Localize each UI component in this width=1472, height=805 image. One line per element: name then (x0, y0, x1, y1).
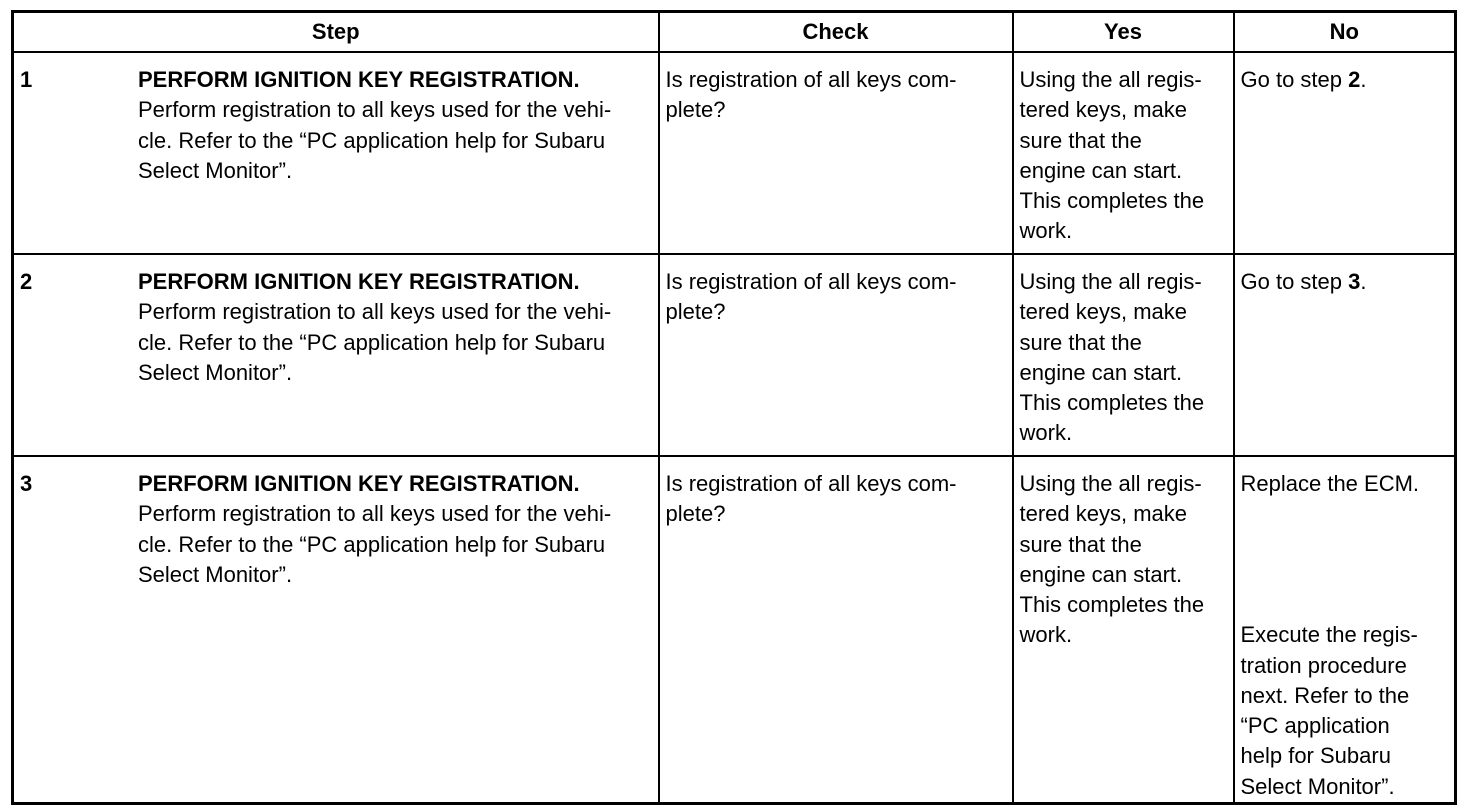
no-extra-line: help for Subaru (1240, 743, 1391, 769)
yes-text-line: engine can start. (1019, 359, 1183, 385)
yes-text-line: work. (1019, 420, 1073, 446)
no-step-link[interactable]: 3 (1348, 269, 1361, 294)
check-cell (659, 456, 1013, 804)
no-extra-line: next. Refer to the (1240, 682, 1410, 708)
step-description-line: Perform registration to all keys used for the vehi- (138, 97, 612, 123)
step-body (138, 469, 652, 590)
step-description-line: Select Monitor”. (138, 157, 293, 183)
table-row (13, 456, 1456, 804)
no-extra-line: Execute the regis- (1240, 622, 1418, 648)
no-cell (1234, 52, 1456, 254)
step-body (138, 65, 652, 186)
step-body (138, 267, 652, 388)
step-number: 1 (20, 67, 33, 92)
yes-text-line: work. (1019, 218, 1073, 244)
yes-text-line: tered keys, make (1019, 97, 1188, 123)
no-cell (1234, 456, 1456, 804)
yes-text-line: engine can start. (1019, 157, 1183, 183)
yes-text-line: Using the all regis- (1019, 471, 1202, 496)
check-text-line: plete? (665, 299, 726, 325)
yes-text-line: tered keys, make (1019, 501, 1188, 527)
yes-text-line: Using the all regis- (1019, 67, 1202, 92)
yes-cell (1013, 254, 1234, 456)
no-extra-line: tration procedure (1240, 652, 1407, 678)
no-extra-instructions (1241, 620, 1449, 802)
table-row (13, 52, 1456, 254)
yes-text-line: This completes the (1019, 592, 1205, 618)
no-extra-line: Select Monitor”. (1240, 773, 1395, 799)
yes-text-line: tered keys, make (1019, 299, 1188, 325)
yes-text-line: Using the all regis- (1019, 269, 1202, 294)
no-suffix: . (1360, 269, 1367, 294)
yes-cell (1013, 52, 1234, 254)
yes-text-line: work. (1019, 622, 1073, 648)
yes-text-line: This completes the (1019, 390, 1205, 416)
step-description-line: Perform registration to all keys used for the vehi- (138, 501, 612, 527)
step-description-line: Select Monitor”. (138, 561, 293, 587)
no-prefix: Go to step (1240, 67, 1349, 92)
step-description-line: Select Monitor”. (138, 359, 293, 385)
check-text-line: Is registration of all keys com- (665, 67, 957, 92)
no-text (1241, 267, 1449, 297)
no-prefix: Go to step (1240, 269, 1349, 294)
check-text-line: Is registration of all keys com- (665, 471, 957, 496)
no-text (1241, 65, 1449, 95)
table-header-row (13, 12, 1456, 53)
step-title: PERFORM IGNITION KEY REGISTRATION. (138, 269, 580, 294)
check-text-line: plete? (665, 501, 726, 527)
no-cell (1234, 254, 1456, 456)
yes-text-line: This completes the (1019, 188, 1205, 214)
step-number: 2 (20, 269, 33, 294)
yes-text-line: sure that the (1019, 127, 1142, 153)
step-description-line: cle. Refer to the “PC application help for Subaru (138, 127, 606, 153)
step-cell (13, 456, 659, 804)
header-yes: Yes (1013, 12, 1234, 53)
yes-text-line: sure that the (1019, 531, 1142, 557)
step-description-line: cle. Refer to the “PC application help for Subaru (138, 329, 606, 355)
check-text-line: plete? (665, 97, 726, 123)
step-title: PERFORM IGNITION KEY REGISTRATION. (138, 471, 580, 496)
step-cell (13, 254, 659, 456)
step-number: 3 (20, 471, 33, 496)
step-description-line: Perform registration to all keys used for the vehi- (138, 299, 612, 325)
header-step: Step (13, 12, 659, 53)
diagnostic-procedure-table (11, 10, 1457, 805)
step-title: PERFORM IGNITION KEY REGISTRATION. (138, 67, 580, 92)
no-suffix: . (1360, 67, 1367, 92)
check-cell (659, 254, 1013, 456)
yes-text-line: sure that the (1019, 329, 1142, 355)
check-text-line: Is registration of all keys com- (665, 269, 957, 294)
check-cell (659, 52, 1013, 254)
table-row (13, 254, 1456, 456)
step-cell (13, 52, 659, 254)
header-check: Check (659, 12, 1013, 53)
no-step-link[interactable]: 2 (1348, 67, 1361, 92)
yes-text-line: engine can start. (1019, 561, 1183, 587)
header-no: No (1234, 12, 1456, 53)
no-extra-line: “PC application (1240, 713, 1390, 739)
yes-cell (1013, 456, 1234, 804)
step-description-line: cle. Refer to the “PC application help for Subaru (138, 531, 606, 557)
no-text: Replace the ECM. (1240, 471, 1420, 496)
